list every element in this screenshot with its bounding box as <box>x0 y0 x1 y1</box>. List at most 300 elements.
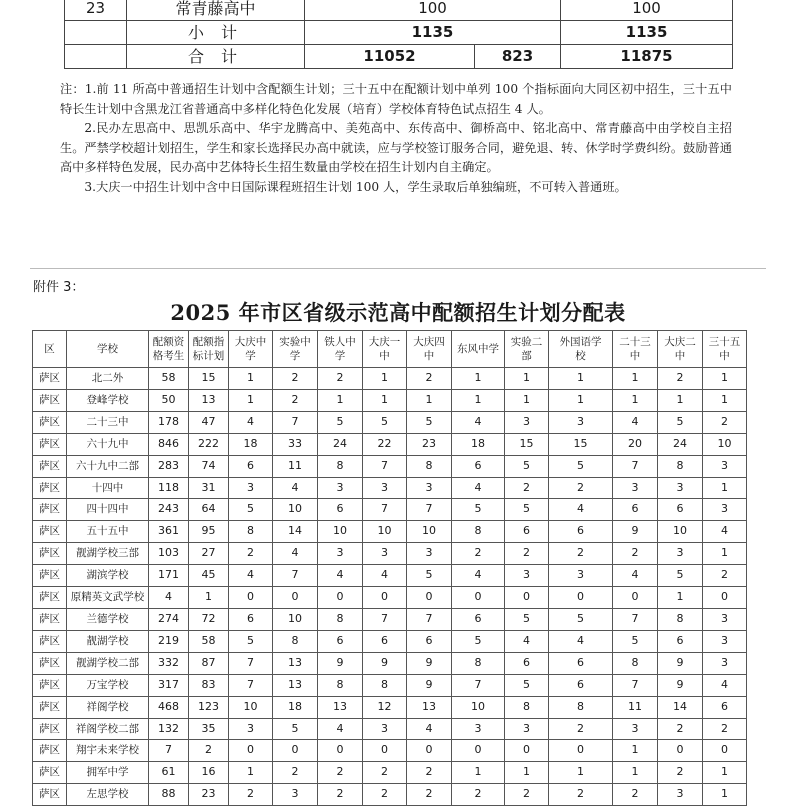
number-cell: 1 <box>505 762 549 784</box>
column-header: 实验二部 <box>505 331 549 368</box>
number-cell: 2 <box>613 784 658 806</box>
number-cell: 6 <box>549 521 613 543</box>
school-cell: 靓湖学校三部 <box>67 543 149 565</box>
number-cell: 3 <box>703 652 747 674</box>
page-title: 2025 年市区省级示范高中配额招生计划分配表 <box>170 300 626 325</box>
column-header: 大庆四中 <box>407 331 452 368</box>
district-cell: 萨区 <box>33 784 67 806</box>
number-cell: 4 <box>703 674 747 696</box>
school-cell: 五十五中 <box>67 521 149 543</box>
column-header: 东风中学 <box>452 331 505 368</box>
table-row <box>33 543 747 565</box>
number-cell: 5 <box>658 411 703 433</box>
number-cell: 0 <box>273 587 318 609</box>
number-cell: 6 <box>505 521 549 543</box>
table-row <box>33 630 747 652</box>
number-cell: 5 <box>505 455 549 477</box>
number-cell: 5 <box>407 565 452 587</box>
number-cell: 2 <box>549 718 613 740</box>
number-cell: 6 <box>505 652 549 674</box>
number-cell: 2 <box>273 368 318 390</box>
number-cell: 0 <box>549 587 613 609</box>
number-cell: 2 <box>703 718 747 740</box>
number-cell: 9 <box>613 521 658 543</box>
school-cell: 二十三中 <box>67 411 149 433</box>
number-cell: 7 <box>613 455 658 477</box>
number-cell: 4 <box>407 718 452 740</box>
note-2: 2.民办左思高中、思凯乐高中、华宇龙腾高中、美苑高中、东传高中、御桥高中、铭北高中、常青藤高中由学校自主招生。严禁学校超计划招生，学生和家长选择民办高中就读，应与学校签订服务合同，避免退、转、休学时学费纠纷。鼓励普通高中多样特色发展，民办高中艺体特长生招生数量由学校在招生计划内自主确定。 <box>60 121 732 175</box>
school-cell: 左思学校 <box>67 784 149 806</box>
number-cell: 23 <box>407 433 452 455</box>
table-row <box>33 652 747 674</box>
number-cell: 1 <box>452 368 505 390</box>
total-general: 11052 <box>305 45 475 69</box>
number-cell: 4 <box>363 565 407 587</box>
number-cell: 58 <box>149 368 189 390</box>
number-cell: 0 <box>452 587 505 609</box>
table-row <box>33 762 747 784</box>
column-header: 二十三中 <box>613 331 658 368</box>
school-cell: 六十九中二部 <box>67 455 149 477</box>
number-cell: 3 <box>658 477 703 499</box>
number-cell: 3 <box>407 477 452 499</box>
table-body <box>33 368 747 806</box>
number-cell: 33 <box>273 433 318 455</box>
column-header: 大庆一中 <box>363 331 407 368</box>
number-cell: 24 <box>658 433 703 455</box>
table-row <box>33 784 747 806</box>
number-cell: 1 <box>703 389 747 411</box>
number-cell: 0 <box>549 740 613 762</box>
district-cell: 萨区 <box>33 543 67 565</box>
number-cell: 35 <box>189 718 229 740</box>
number-cell: 18 <box>452 433 505 455</box>
number-cell: 23 <box>189 784 229 806</box>
column-header: 外国语学校 <box>549 331 613 368</box>
note-3: 3.大庆一中招生计划中含中日国际课程班招生计划 100 人，学生录取后单独编班，不可转入普通班。 <box>84 179 627 194</box>
number-cell: 8 <box>229 521 273 543</box>
number-cell: 24 <box>318 433 363 455</box>
quota-allocation-table <box>32 330 747 806</box>
number-cell: 1 <box>613 389 658 411</box>
number-cell: 7 <box>452 674 505 696</box>
subtotal-row <box>65 21 733 45</box>
number-cell: 61 <box>149 762 189 784</box>
notes-block <box>60 80 732 198</box>
number-cell: 6 <box>658 630 703 652</box>
number-cell: 9 <box>658 674 703 696</box>
number-cell: 1 <box>452 389 505 411</box>
school-cell: 靓湖学校 <box>67 630 149 652</box>
number-cell: 3 <box>505 565 549 587</box>
number-cell: 31 <box>189 477 229 499</box>
number-cell: 2 <box>407 762 452 784</box>
number-cell: 332 <box>149 652 189 674</box>
number-cell: 123 <box>189 696 229 718</box>
number-cell: 13 <box>407 696 452 718</box>
number-cell: 10 <box>703 433 747 455</box>
column-header: 实验中学 <box>273 331 318 368</box>
district-cell: 萨区 <box>33 477 67 499</box>
number-cell: 83 <box>189 674 229 696</box>
number-cell: 50 <box>149 389 189 411</box>
column-header: 配额资格考生 <box>149 331 189 368</box>
district-cell: 萨区 <box>33 499 67 521</box>
number-cell: 5 <box>658 565 703 587</box>
number-cell: 5 <box>273 718 318 740</box>
district-cell: 萨区 <box>33 587 67 609</box>
number-cell: 8 <box>505 696 549 718</box>
number-cell: 2 <box>363 784 407 806</box>
number-cell: 4 <box>703 521 747 543</box>
school-cell: 翔宇未来学校 <box>67 740 149 762</box>
number-cell: 7 <box>229 674 273 696</box>
district-cell: 萨区 <box>33 455 67 477</box>
district-cell: 萨区 <box>33 674 67 696</box>
district-cell: 萨区 <box>33 630 67 652</box>
number-cell: 0 <box>703 740 747 762</box>
number-cell: 11 <box>613 696 658 718</box>
number-cell: 2 <box>273 762 318 784</box>
number-cell: 2 <box>407 368 452 390</box>
table-row <box>33 718 747 740</box>
number-cell: 72 <box>189 608 229 630</box>
total-quota: 823 <box>475 45 561 69</box>
number-cell: 13 <box>273 652 318 674</box>
number-cell: 103 <box>149 543 189 565</box>
summary-row-number: 23 <box>65 0 127 21</box>
number-cell: 27 <box>189 543 229 565</box>
number-cell: 8 <box>452 521 505 543</box>
district-cell: 萨区 <box>33 389 67 411</box>
number-cell: 3 <box>505 718 549 740</box>
number-cell: 8 <box>273 630 318 652</box>
number-cell: 3 <box>658 543 703 565</box>
number-cell: 3 <box>363 718 407 740</box>
number-cell: 3 <box>549 565 613 587</box>
number-cell: 3 <box>549 411 613 433</box>
number-cell: 2 <box>452 543 505 565</box>
number-cell: 4 <box>452 411 505 433</box>
number-cell: 13 <box>189 389 229 411</box>
subtotal-value: 1135 <box>305 21 561 45</box>
number-cell: 6 <box>318 630 363 652</box>
number-cell: 1 <box>613 368 658 390</box>
number-cell: 3 <box>407 543 452 565</box>
number-cell: 6 <box>549 652 613 674</box>
number-cell: 7 <box>613 608 658 630</box>
column-header: 三十五中 <box>703 331 747 368</box>
district-cell: 萨区 <box>33 762 67 784</box>
table-row <box>33 521 747 543</box>
number-cell: 13 <box>273 674 318 696</box>
school-cell: 万宝学校 <box>67 674 149 696</box>
number-cell: 0 <box>613 587 658 609</box>
number-cell: 6 <box>549 674 613 696</box>
number-cell: 1 <box>703 784 747 806</box>
number-cell: 1 <box>189 587 229 609</box>
number-cell: 2 <box>452 784 505 806</box>
number-cell: 3 <box>363 477 407 499</box>
number-cell: 2 <box>658 368 703 390</box>
number-cell: 3 <box>273 784 318 806</box>
number-cell: 2 <box>703 411 747 433</box>
number-cell: 1 <box>318 389 363 411</box>
school-cell: 十四中 <box>67 477 149 499</box>
number-cell: 10 <box>658 521 703 543</box>
total-label: 合 计 <box>127 45 305 69</box>
number-cell: 10 <box>407 521 452 543</box>
number-cell: 274 <box>149 608 189 630</box>
number-cell: 4 <box>318 565 363 587</box>
number-cell: 846 <box>149 433 189 455</box>
number-cell: 0 <box>407 740 452 762</box>
school-cell: 拥军中学 <box>67 762 149 784</box>
number-cell: 8 <box>407 455 452 477</box>
school-cell: 原精英文武学校 <box>67 587 149 609</box>
table-row <box>33 411 747 433</box>
number-cell: 0 <box>363 740 407 762</box>
number-cell: 2 <box>505 784 549 806</box>
number-cell: 4 <box>452 477 505 499</box>
number-cell: 8 <box>613 652 658 674</box>
number-cell: 0 <box>318 587 363 609</box>
number-cell: 8 <box>363 674 407 696</box>
column-header: 大庆中学 <box>229 331 273 368</box>
number-cell: 7 <box>149 740 189 762</box>
number-cell: 1 <box>407 389 452 411</box>
attachment-label: 附件 3： <box>33 280 85 295</box>
number-cell: 222 <box>189 433 229 455</box>
number-cell: 0 <box>505 740 549 762</box>
number-cell: 9 <box>407 674 452 696</box>
number-cell: 4 <box>505 630 549 652</box>
number-cell: 8 <box>658 608 703 630</box>
number-cell: 171 <box>149 565 189 587</box>
number-cell: 2 <box>273 389 318 411</box>
number-cell: 5 <box>505 499 549 521</box>
number-cell: 5 <box>452 499 505 521</box>
number-cell: 3 <box>505 411 549 433</box>
number-cell: 4 <box>549 630 613 652</box>
number-cell: 2 <box>318 368 363 390</box>
column-header: 大庆二中 <box>658 331 703 368</box>
number-cell: 9 <box>318 652 363 674</box>
district-cell: 萨区 <box>33 411 67 433</box>
number-cell: 2 <box>703 565 747 587</box>
number-cell: 1 <box>613 762 658 784</box>
number-cell: 0 <box>407 587 452 609</box>
number-cell: 2 <box>658 718 703 740</box>
school-cell: 祥阁学校 <box>67 696 149 718</box>
number-cell: 15 <box>189 368 229 390</box>
number-cell: 95 <box>189 521 229 543</box>
note-1: 注：1.前 11 所高中普通招生计划中含配额生计划；三十五中在配额计划中单列 100 个指标面向大同区初中招生，三十五中特长生计划中含黑龙江省普通高中多样化特色化发展（培育）学校体育特色试点招生 4 人。 <box>60 82 732 116</box>
table-row <box>33 674 747 696</box>
number-cell: 2 <box>229 784 273 806</box>
number-cell: 2 <box>318 784 363 806</box>
number-cell: 5 <box>613 630 658 652</box>
number-cell: 8 <box>318 455 363 477</box>
number-cell: 7 <box>613 674 658 696</box>
number-cell: 1 <box>229 368 273 390</box>
number-cell: 7 <box>363 499 407 521</box>
number-cell: 4 <box>229 411 273 433</box>
number-cell: 87 <box>189 652 229 674</box>
school-cell: 兰德学校 <box>67 608 149 630</box>
number-cell: 4 <box>229 565 273 587</box>
number-cell: 10 <box>363 521 407 543</box>
number-cell: 11 <box>273 455 318 477</box>
number-cell: 1 <box>452 762 505 784</box>
district-cell: 萨区 <box>33 608 67 630</box>
number-cell: 0 <box>318 740 363 762</box>
number-cell: 15 <box>549 433 613 455</box>
number-cell: 5 <box>229 499 273 521</box>
table-row <box>33 696 747 718</box>
number-cell: 1 <box>549 368 613 390</box>
number-cell: 6 <box>407 630 452 652</box>
number-cell: 3 <box>703 455 747 477</box>
number-cell: 0 <box>658 740 703 762</box>
number-cell: 14 <box>658 696 703 718</box>
number-cell: 6 <box>318 499 363 521</box>
number-cell: 1 <box>363 368 407 390</box>
number-cell: 4 <box>549 499 613 521</box>
number-cell: 0 <box>505 587 549 609</box>
district-cell: 萨区 <box>33 521 67 543</box>
number-cell: 3 <box>318 543 363 565</box>
number-cell: 3 <box>363 543 407 565</box>
number-cell: 2 <box>613 543 658 565</box>
number-cell: 219 <box>149 630 189 652</box>
number-cell: 16 <box>189 762 229 784</box>
number-cell: 1 <box>549 762 613 784</box>
number-cell: 317 <box>149 674 189 696</box>
table-row <box>33 368 747 390</box>
number-cell: 10 <box>452 696 505 718</box>
number-cell: 283 <box>149 455 189 477</box>
number-cell: 1 <box>703 477 747 499</box>
number-cell: 2 <box>505 477 549 499</box>
district-cell: 萨区 <box>33 718 67 740</box>
number-cell: 5 <box>549 455 613 477</box>
number-cell: 4 <box>273 543 318 565</box>
number-cell: 6 <box>613 499 658 521</box>
number-cell: 10 <box>229 696 273 718</box>
number-cell: 4 <box>613 565 658 587</box>
number-cell: 74 <box>189 455 229 477</box>
number-cell: 12 <box>363 696 407 718</box>
number-cell: 8 <box>452 652 505 674</box>
number-cell: 5 <box>407 411 452 433</box>
number-cell: 6 <box>703 696 747 718</box>
number-cell: 18 <box>273 696 318 718</box>
number-cell: 2 <box>363 762 407 784</box>
number-cell: 3 <box>452 718 505 740</box>
number-cell: 64 <box>189 499 229 521</box>
number-cell: 4 <box>273 477 318 499</box>
number-cell: 1 <box>505 389 549 411</box>
table-row <box>33 587 747 609</box>
number-cell: 7 <box>229 652 273 674</box>
number-cell: 7 <box>273 565 318 587</box>
page-divider <box>30 268 766 269</box>
number-cell: 5 <box>318 411 363 433</box>
number-cell: 9 <box>363 652 407 674</box>
table-row <box>33 499 747 521</box>
number-cell: 1 <box>229 389 273 411</box>
district-cell: 萨区 <box>33 565 67 587</box>
district-cell: 萨区 <box>33 696 67 718</box>
number-cell: 0 <box>229 740 273 762</box>
number-cell: 2 <box>549 477 613 499</box>
table-row <box>33 740 747 762</box>
number-cell: 6 <box>452 455 505 477</box>
number-cell: 3 <box>229 718 273 740</box>
number-cell: 2 <box>407 784 452 806</box>
number-cell: 4 <box>452 565 505 587</box>
number-cell: 243 <box>149 499 189 521</box>
number-cell: 118 <box>149 477 189 499</box>
number-cell: 10 <box>273 608 318 630</box>
number-cell: 4 <box>318 718 363 740</box>
column-header: 学校 <box>67 331 149 368</box>
number-cell: 8 <box>318 608 363 630</box>
number-cell: 15 <box>505 433 549 455</box>
number-cell: 1 <box>229 762 273 784</box>
school-cell: 六十九中 <box>67 433 149 455</box>
number-cell: 3 <box>613 718 658 740</box>
number-cell: 45 <box>189 565 229 587</box>
number-cell: 1 <box>703 762 747 784</box>
number-cell: 1 <box>613 740 658 762</box>
number-cell: 6 <box>658 499 703 521</box>
number-cell: 7 <box>273 411 318 433</box>
number-cell: 1 <box>703 543 747 565</box>
number-cell: 2 <box>318 762 363 784</box>
number-cell: 5 <box>229 630 273 652</box>
column-header: 配额指标计划 <box>189 331 229 368</box>
number-cell: 13 <box>318 696 363 718</box>
total-row <box>65 45 733 69</box>
summary-table <box>64 0 733 69</box>
number-cell: 3 <box>658 784 703 806</box>
number-cell: 0 <box>363 587 407 609</box>
number-cell: 1 <box>658 587 703 609</box>
number-cell: 0 <box>703 587 747 609</box>
number-cell: 178 <box>149 411 189 433</box>
summary-row-plan: 100 <box>305 0 561 21</box>
number-cell: 9 <box>407 652 452 674</box>
number-cell: 2 <box>549 543 613 565</box>
table-row <box>33 389 747 411</box>
total-sum: 11875 <box>561 45 733 69</box>
number-cell: 5 <box>505 674 549 696</box>
number-cell: 6 <box>452 608 505 630</box>
number-cell: 3 <box>318 477 363 499</box>
subtotal-label: 小 计 <box>127 21 305 45</box>
number-cell: 14 <box>273 521 318 543</box>
number-cell: 3 <box>703 630 747 652</box>
number-cell: 1 <box>549 389 613 411</box>
number-cell: 5 <box>363 411 407 433</box>
number-cell: 3 <box>613 477 658 499</box>
summary-row-23 <box>65 0 733 21</box>
district-cell: 萨区 <box>33 652 67 674</box>
number-cell: 6 <box>229 608 273 630</box>
number-cell: 22 <box>363 433 407 455</box>
